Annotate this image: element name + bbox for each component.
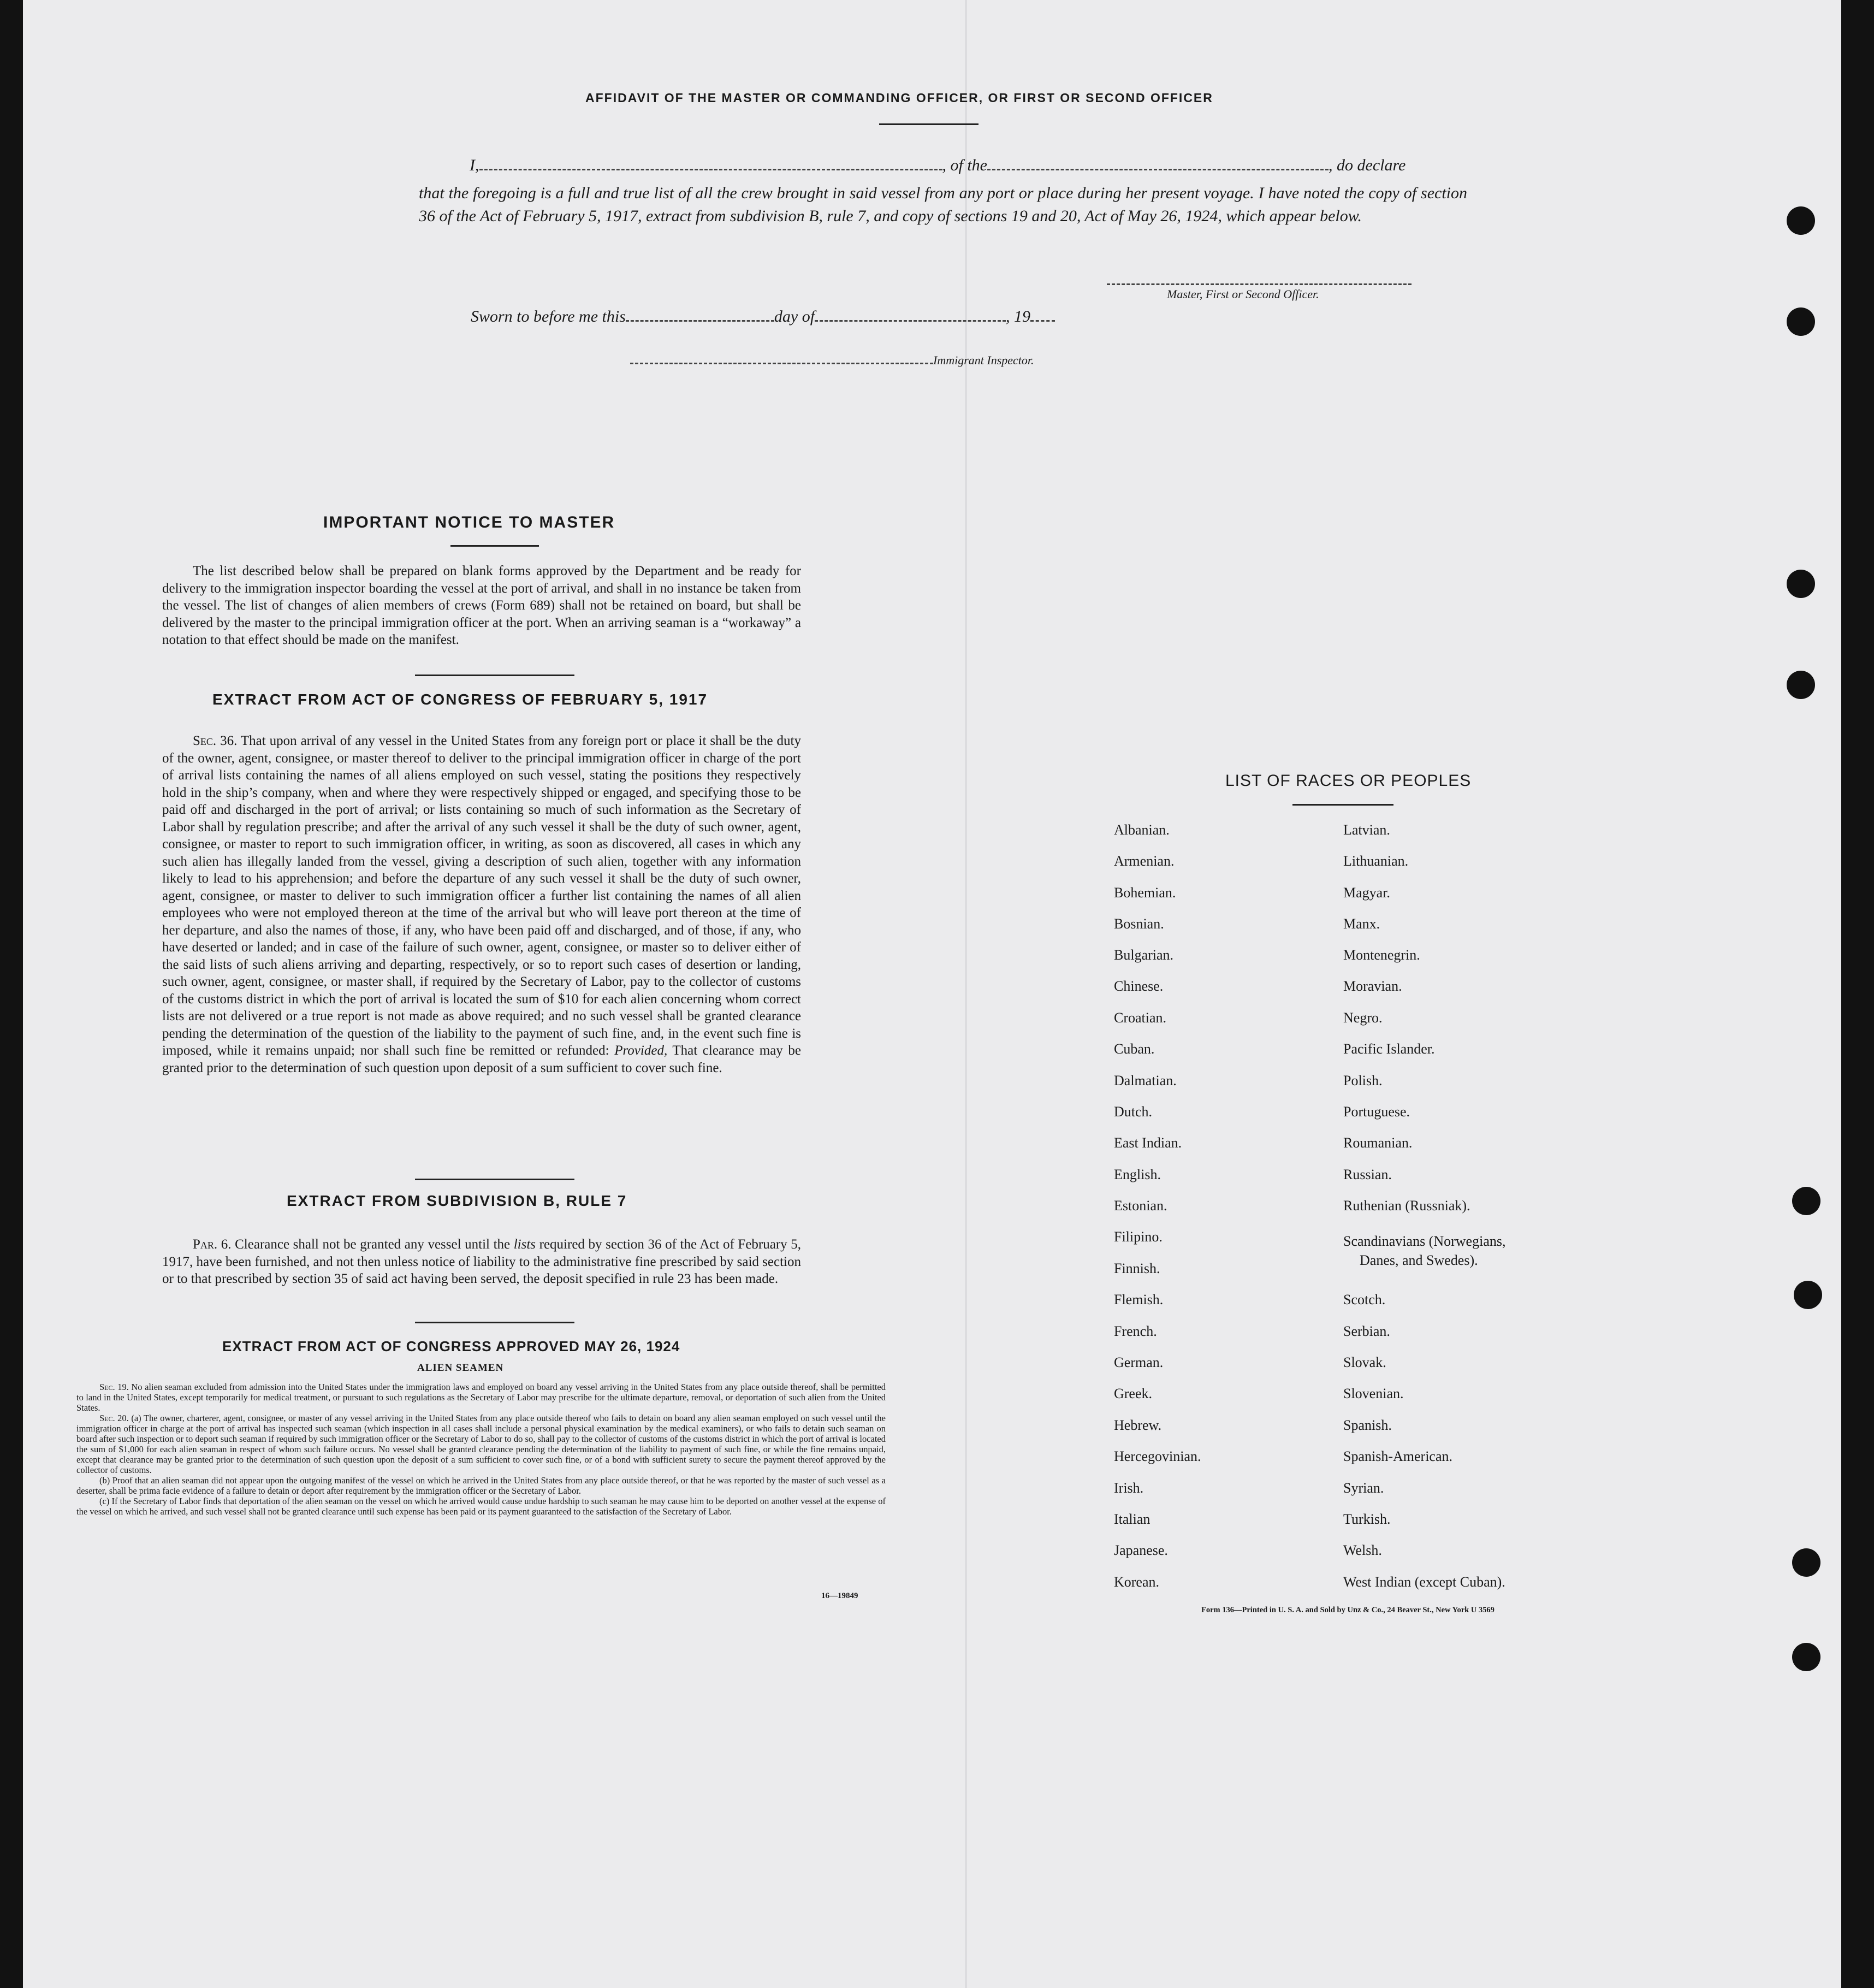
race-right: Welsh.	[1343, 1542, 1382, 1558]
race-right: Turkish.	[1343, 1511, 1391, 1527]
affidavit-title-rule	[879, 123, 978, 125]
rule7-text-b: required by section 36 of the Act of February 5, 1917, have been furnished, and not then unless notice of liability to the administrative fine prescribed by said section or to that prescribed by section 35 of said act having been served, the deposit specified in rule 23 has been made.	[162, 1237, 802, 1286]
punch-hole	[1787, 206, 1815, 235]
rule7-par-label: Par. 6.	[193, 1237, 232, 1252]
rule7-text-a: Clearance shall not be granted any vessel until the	[235, 1237, 511, 1252]
race-right: Montenegrin.	[1343, 947, 1420, 963]
sworn-month-field[interactable]	[815, 319, 1006, 322]
rule7-body	[162, 1236, 801, 1288]
notice-title: IMPORTANT NOTICE TO MASTER	[323, 513, 615, 531]
act1917-end-rule	[415, 1179, 574, 1180]
affidavit-title: AFFIDAVIT OF THE MASTER OR COMMANDING OFFICER, OR FIRST OR SECOND OFFICER	[585, 91, 1213, 105]
race-left: Filipino.	[1114, 1229, 1163, 1245]
race-left: Dutch.	[1114, 1104, 1153, 1120]
act1917-sec-label: Sec. 36.	[193, 733, 238, 748]
do-declare-label: , do declare	[1329, 156, 1406, 174]
inspector-signature-field[interactable]	[630, 362, 933, 364]
race-right: West Indian (except Cuban).	[1343, 1574, 1505, 1590]
sec20-label: Sec. 20.	[99, 1413, 129, 1423]
sworn-line	[471, 307, 1055, 326]
race-right: Serbian.	[1343, 1323, 1390, 1339]
act1917-provided: Provided,	[614, 1043, 668, 1058]
act1917-text-end: That clearance may be granted prior to the determination of such question upon deposit of a sum sufficient to cover such fine.	[162, 1043, 802, 1075]
inspector-line	[630, 353, 1034, 368]
punch-hole	[1792, 1548, 1820, 1577]
race-left: Finnish.	[1114, 1261, 1160, 1276]
race-left: French.	[1114, 1323, 1157, 1339]
race-right: Scotch.	[1343, 1292, 1386, 1307]
race-left: Hercegovinian.	[1114, 1448, 1201, 1464]
act1924-subtitle: ALIEN SEAMEN	[417, 1362, 504, 1374]
race-right: Roumanian.	[1343, 1135, 1413, 1151]
race-right: Slovak.	[1343, 1354, 1386, 1370]
rule7-end-rule	[415, 1322, 574, 1323]
race-left: Flemish.	[1114, 1292, 1164, 1307]
race-left: English.	[1114, 1167, 1161, 1182]
punch-hole	[1794, 1281, 1822, 1309]
print-code: 16—19849	[821, 1591, 858, 1600]
master-signature-line[interactable]	[1107, 283, 1412, 285]
race-right: Slovenian.	[1343, 1386, 1404, 1401]
race-right: Danes, and Swedes).	[1360, 1252, 1478, 1268]
act1924-sec20c: (c) If the Secretary of Labor finds that deportation of the alien seaman on the vessel on which he arrived would cause undue hardship to such seaman he may cause him to be deported on another vessel at the expense of the vessel on which he arrived, and such vessel shall not be granted clearance until such expense has been paid or its payment guaranteed to the satisfaction of the Secretary of Labor.	[76, 1496, 886, 1517]
race-right: Syrian.	[1343, 1480, 1384, 1496]
race-right: Magyar.	[1343, 885, 1390, 901]
punch-hole	[1787, 307, 1815, 336]
act1917-body	[162, 732, 801, 1076]
punch-hole	[1787, 570, 1815, 598]
race-left: East Indian.	[1114, 1135, 1182, 1151]
punch-hole	[1792, 1187, 1820, 1215]
race-left: Bosnian.	[1114, 916, 1164, 932]
punch-hole	[1787, 671, 1815, 699]
page-fold	[965, 0, 967, 1988]
sworn-label: Sworn to before me this	[471, 307, 626, 326]
sec19-label: Sec. 19.	[99, 1382, 129, 1392]
sworn-year-field[interactable]	[1030, 319, 1055, 322]
race-left: Italian	[1114, 1511, 1151, 1527]
act1924-title: EXTRACT FROM ACT OF CONGRESS APPROVED MAY 26, 1924	[222, 1338, 680, 1354]
race-left: Albanian.	[1114, 822, 1170, 838]
affidavit-declaration-line	[470, 156, 1406, 175]
inspector-caption: Immigrant Inspector.	[933, 353, 1034, 367]
race-left: Bulgarian.	[1114, 947, 1174, 963]
race-left: Irish.	[1114, 1480, 1144, 1496]
race-left: Korean.	[1114, 1574, 1160, 1590]
i-label: I,	[470, 156, 479, 174]
race-left: Estonian.	[1114, 1198, 1167, 1214]
race-right: Negro.	[1343, 1010, 1383, 1026]
form-footer: Form 136—Printed in U. S. A. and Sold by Unz & Co., 24 Beaver St., New York U 3569	[1201, 1606, 1495, 1614]
master-caption: Master, First or Second Officer.	[1167, 287, 1319, 301]
act1924-body	[76, 1382, 886, 1517]
act1917-text: That upon arrival of any vessel in the United States from any foreign port or place it shall be the duty of the owner, agent, consignee, or master thereof to deliver to the principal immigration officer in charge of the port of arrival lists containing the names of all aliens employed on such vessel, stating the positions they respectively hold in the ship’s company, when and where they were respectively shipped or engaged, and specifying those to be paid off and discharged in the port of arrival; or lists containing so much of such information as the Secretary of Labor shall by regulation prescribe; and after the arrival of any such vessel it shall be the duty of such owner, agent, consignee, or master to report to such immigration officer, in writing, as soon as discovered, all cases in which any such alien has illegally landed from the vessel, giving a description of such alien, together with any information likely to lead to his apprehension; and before the departure of any such vessel it shall be the duty of such owner, agent, consignee, or master to deliver to such immigration officer a further list containing the names of all alien employees who were not employed thereon at the time of the arrival but who will leave port thereon at the time of her departure, and also the names of those, if any, who have been paid off and discharged, and of those, if any, who have deserted or landed; and in case of the failure of such owner, agent, consignee, or master so to deliver either of the said lists of such aliens arriving and departing, respectively, or so to report such cases of desertion or landing, such owner, agent, consignee, or master shall, if required by the Secretary of Labor, pay to the collector of customs of the customs district in which the port of arrival is located the sum of $10 for each alien concerning whom correct lists are not delivered or a true report is not made as above required; and no such vessel shall be granted clearance pending the determination of the question of the liability to the payment of such fine, and, in the event such fine is imposed, while it remains unpaid; nor shall such fine be remitted or refunded:	[162, 733, 801, 1058]
race-right: Spanish.	[1343, 1417, 1392, 1433]
race-left: Croatian.	[1114, 1010, 1167, 1026]
affidavit-body: that the foregoing is a full and true list of all the crew brought in said vessel from any port or place during her present voyage. I have noted the copy of section 36 of the Act of February 5, 1917, extract from subdivision B, rule 7, and copy of sections 19 and 20, Act of May 26, 1924, which appear below.	[419, 184, 1467, 225]
race-right: Spanish-American.	[1343, 1448, 1453, 1464]
race-left: Cuban.	[1114, 1041, 1155, 1057]
sworn-day-field[interactable]	[626, 319, 774, 322]
vessel-field[interactable]	[987, 168, 1329, 170]
race-left: Greek.	[1114, 1386, 1153, 1401]
race-right: Ruthenian (Russniak).	[1343, 1198, 1470, 1214]
race-right: Manx.	[1343, 916, 1380, 932]
race-left: German.	[1114, 1354, 1164, 1370]
race-right: Polish.	[1343, 1073, 1383, 1088]
sec20a-text: (a) The owner, charterer, agent, consignee, or master of any vessel arriving in the United States from any place outside thereof who fails to detain on board any alien seaman employed on such vessel until the immigration officer in charge at the port of arrival has inspected such seaman (which inspection in all cases shall include a personal physical examination by the medical examiners), or who fails to detain such seaman on board after such inspection or to deport such seaman if required by such immigration officer or the Secretary of Labor to do so, shall pay to the collector of customs of the customs district in which the port of arrival is located the sum of $1,000 for each alien seaman in respect of whom such failure occurs. No vessel shall be granted clearance pending the determination of the liability to payment of such fine, or while the fine remains unpaid, except that clearance may be granted prior to the determination of such question upon the deposit of a sum sufficient to cover such fine, or of a bond with sufficient surety to secure the payment thereof approved by the collector of customs.	[76, 1413, 886, 1475]
rule7-title: EXTRACT FROM SUBDIVISION B, RULE 7	[287, 1192, 627, 1209]
notice-end-rule	[415, 674, 574, 676]
races-title-rule	[1292, 804, 1393, 806]
race-left: Bohemian.	[1114, 885, 1176, 901]
rule7-lists: lists	[513, 1237, 536, 1252]
race-right: Scandinavians (Norwegians,	[1343, 1233, 1506, 1249]
year-prefix: , 19	[1006, 307, 1031, 326]
document-page	[23, 0, 1841, 1988]
race-right: Latvian.	[1343, 822, 1390, 838]
race-left: Chinese.	[1114, 978, 1164, 994]
race-left: Armenian.	[1114, 853, 1175, 869]
notice-body: The list described below shall be prepared on blank forms approved by the Department and be ready for delivery to the immigration inspector boarding the vessel at the port of arrival, and shall in no instance be taken from the vessel. The list of changes of alien members of crews (Form 689) shall not be retained on board, but shall be delivered by the master to the principal immigration officer at the port. When an arriving seaman is a “workaway” a notation to that effect should be made on the manifest.	[162, 564, 801, 647]
race-right: Moravian.	[1343, 978, 1402, 994]
act1917-title: EXTRACT FROM ACT OF CONGRESS OF FEBRUARY 5, 1917	[212, 691, 708, 708]
race-right: Lithuanian.	[1343, 853, 1409, 869]
race-right: Pacific Islander.	[1343, 1041, 1435, 1057]
punch-hole	[1792, 1643, 1820, 1671]
race-left: Hebrew.	[1114, 1417, 1162, 1433]
name-field[interactable]	[479, 168, 942, 170]
day-of-label: day of	[774, 307, 815, 326]
race-left: Dalmatian.	[1114, 1073, 1177, 1088]
race-left: Japanese.	[1114, 1542, 1168, 1558]
act1924-sec19	[76, 1382, 886, 1413]
act1924-sec20b: (b) Proof that an alien seaman did not appear upon the outgoing manifest of the vessel on which he arrived in the United States from any place outside thereof, or that he was reported by the master of such vessel as a deserter, shall be prima facie evidence of a failure to detain or deport after requirement by the immigration officer or the Secretary of Labor.	[76, 1475, 886, 1496]
race-right: Russian.	[1343, 1167, 1392, 1182]
of-the-label: , of the	[942, 156, 987, 174]
act1924-sec20a	[76, 1413, 886, 1475]
races-title: LIST OF RACES OR PEOPLES	[1225, 772, 1472, 790]
race-right: Portuguese.	[1343, 1104, 1410, 1120]
notice-title-rule	[450, 545, 539, 547]
sec19-text: No alien seaman excluded from admission into the United States under the immigration laws and employed on board any vessel arriving in the United States from any place outside thereof, shall be permitted to land in the United States, except temporarily for medical treatment, or pursuant to such regulations as the Secretary of Labor may prescribe for the ultimate departure, removal, or deportation of such alien from the United States.	[76, 1382, 886, 1413]
